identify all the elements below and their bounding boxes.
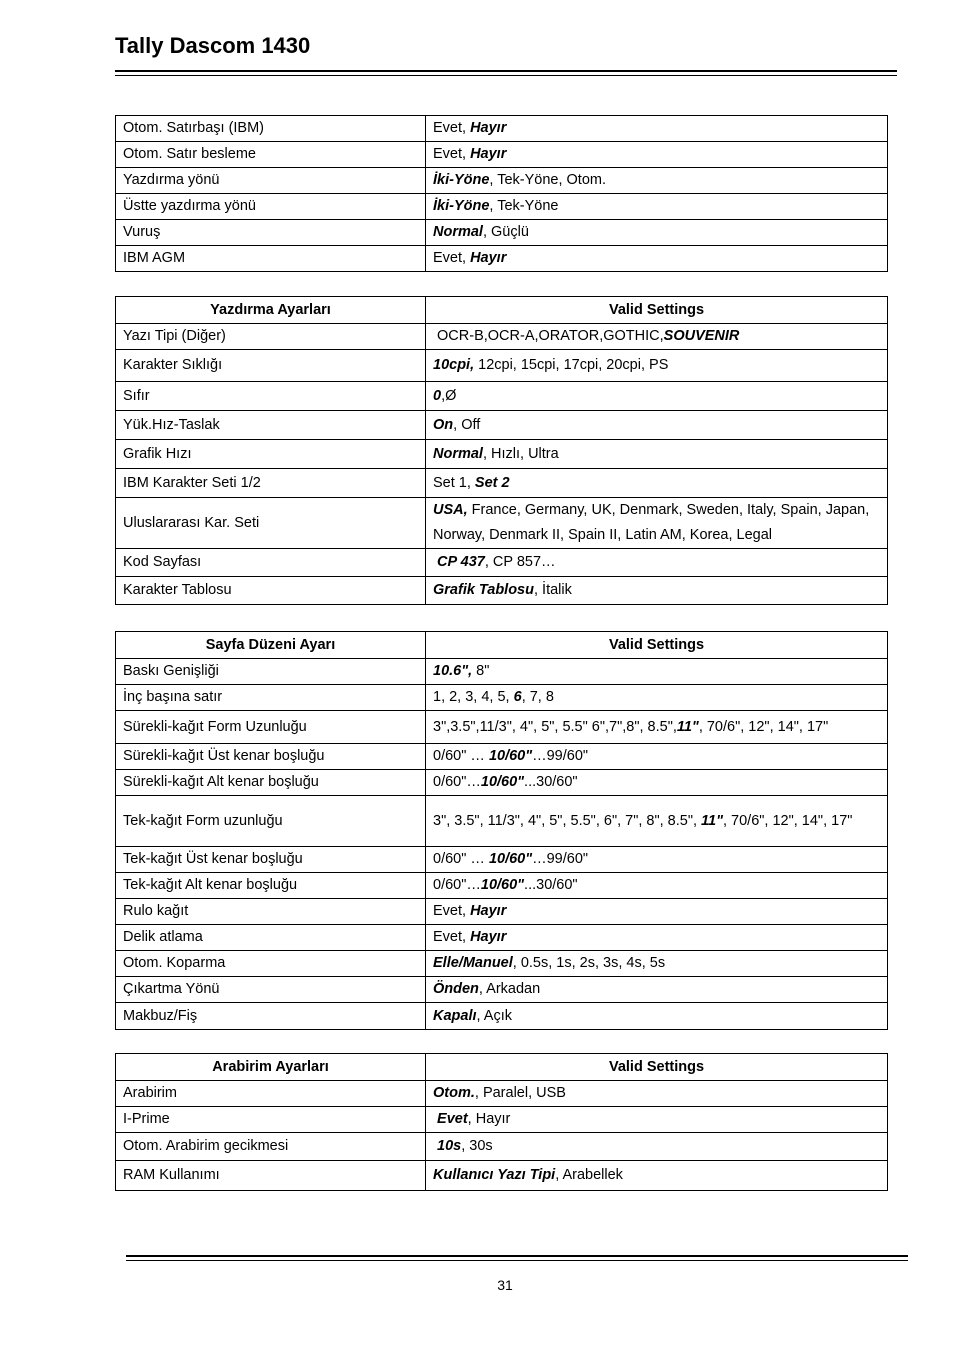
setting-name: Çıkartma Yönü — [116, 977, 426, 1003]
option-value: France, Germany, UK, Denmark, Sweden, Italy, Spain, Japan, Norway, Denmark II, Spain II, Latin AM, Korea, Legal — [433, 502, 874, 543]
option-value: , Tek-Yöne, Otom. — [489, 172, 606, 188]
default-value: 10cpi, — [433, 357, 475, 373]
option-value: Evet, — [433, 250, 471, 266]
option-value: , CP 857… — [484, 554, 556, 570]
default-value: 11" — [676, 718, 699, 735]
setting-name: İnç başına satır — [116, 685, 426, 711]
setting-values — [426, 977, 888, 1003]
option-value: , 7, 8 — [521, 689, 554, 705]
setting-name: Tek-kağıt Form uzunluğu — [116, 796, 426, 847]
setting-values — [426, 899, 888, 925]
table-row — [116, 1081, 888, 1107]
setting-values — [426, 1003, 888, 1030]
option-value: ...30/60" — [524, 774, 578, 790]
setting-values — [426, 411, 888, 440]
option-value: , Off — [453, 416, 481, 433]
default-value: 11" — [701, 812, 723, 829]
option-value: …99/60" — [532, 851, 589, 867]
column-header-setting: Sayfa Düzeni Ayarı — [116, 632, 426, 659]
option-value: 0/60"… — [433, 774, 481, 790]
setting-name: Üstte yazdırma yönü — [116, 194, 426, 220]
setting-values — [426, 469, 888, 498]
option-value: , Hayır — [467, 1111, 511, 1127]
setting-values — [426, 1107, 888, 1133]
setting-name: Sürekli-kağıt Üst kenar boşluğu — [116, 744, 426, 770]
option-value: ,Ø — [441, 387, 457, 404]
setting-values — [426, 246, 888, 272]
setting-name: Yazdırma yönü — [116, 168, 426, 194]
option-value: 0/60"… — [433, 877, 481, 893]
table-row — [116, 796, 888, 847]
footer-rule — [126, 1255, 908, 1257]
setting-values — [426, 711, 888, 744]
option-value: 12cpi, 15cpi, 17cpi, 20cpi, PS — [474, 357, 669, 373]
table-row — [116, 951, 888, 977]
default-value: Kapalı — [433, 1007, 477, 1024]
default-value: On — [433, 416, 454, 433]
header-rule-thin — [115, 75, 897, 76]
default-value: İki-Yöne — [433, 198, 490, 214]
setting-name: Karakter Tablosu — [116, 577, 426, 605]
setting-name: Delik atlama — [116, 925, 426, 951]
setting-values — [426, 324, 888, 350]
default-value: Grafik Tablosu — [433, 582, 534, 598]
option-value: , Paralel, USB — [474, 1085, 566, 1101]
table-row — [116, 549, 888, 577]
table-row — [116, 873, 888, 899]
column-header-setting: Arabirim Ayarları — [116, 1054, 426, 1081]
option-value: …99/60" — [532, 748, 589, 764]
setting-name: Otom. Koparma — [116, 951, 426, 977]
setting-name: Baskı Genişliği — [116, 659, 426, 685]
setting-name: I-Prime — [116, 1107, 426, 1133]
setting-name: Yük.Hız-Taslak — [116, 411, 426, 440]
table-row — [116, 440, 888, 469]
default-value: Kullanıcı Yazı Tipi — [433, 1167, 556, 1183]
setting-values — [426, 873, 888, 899]
table-row — [116, 744, 888, 770]
setting-name: Sürekli-kağıt Form Uzunluğu — [116, 711, 426, 744]
table-row — [116, 1133, 888, 1161]
setting-values — [426, 549, 888, 577]
default-value: 10/60" — [488, 851, 533, 867]
default-value: Hayır — [470, 929, 507, 945]
setting-values — [426, 220, 888, 246]
table-row — [116, 324, 888, 350]
table-row — [116, 659, 888, 685]
option-value: , 0.5s, 1s, 2s, 3s, 4s, 5s — [512, 955, 666, 971]
table-row — [116, 899, 888, 925]
setting-name: IBM Karakter Seti 1/2 — [116, 469, 426, 498]
default-value: SOUVENIR — [663, 328, 740, 344]
setting-name: Kod Sayfası — [116, 549, 426, 577]
option-value: , Güçlü — [482, 224, 529, 240]
table-row — [116, 925, 888, 951]
column-header-values: Valid Settings — [426, 632, 888, 659]
default-value: USA, — [433, 502, 468, 518]
default-value: Evet — [437, 1111, 468, 1127]
setting-name: Karakter Sıklığı — [116, 350, 426, 382]
setting-values — [426, 142, 888, 168]
option-value: 8" — [472, 663, 490, 679]
setting-values — [426, 498, 888, 549]
table-row — [116, 847, 888, 873]
setting-name: Sıfır — [116, 382, 426, 411]
default-value: Otom. — [433, 1085, 475, 1101]
table-page-layout-settings — [115, 631, 888, 1030]
setting-name: IBM AGM — [116, 246, 426, 272]
column-header-values: Valid Settings — [426, 1054, 888, 1081]
default-value: İki-Yöne — [433, 172, 490, 188]
setting-values — [426, 770, 888, 796]
default-value: Hayır — [470, 250, 507, 266]
option-value: , Hızlı, Ultra — [482, 445, 559, 462]
setting-values — [426, 847, 888, 873]
table-row — [116, 1161, 888, 1191]
column-header-values: Valid Settings — [426, 297, 888, 324]
option-value: OCR-B,OCR-A,ORATOR,GOTHIC, — [433, 328, 664, 344]
footer-rule-thin — [126, 1260, 908, 1261]
setting-name: Uluslararası Kar. Seti — [116, 498, 426, 549]
table-row — [116, 977, 888, 1003]
option-value: , Arabellek — [555, 1167, 623, 1183]
setting-values — [426, 951, 888, 977]
setting-values — [426, 440, 888, 469]
default-value: 10.6", — [433, 663, 473, 679]
default-value: 10/60" — [488, 748, 533, 764]
table-row — [116, 770, 888, 796]
setting-name: Rulo kağıt — [116, 899, 426, 925]
table-row — [116, 498, 888, 549]
option-value: , İtalik — [533, 582, 572, 598]
option-value: Set 1, — [433, 474, 475, 491]
option-value: , 70/6", 12", 14", 17" — [722, 812, 853, 829]
default-value: Önden — [433, 981, 479, 997]
setting-name: Grafik Hızı — [116, 440, 426, 469]
setting-values — [426, 382, 888, 411]
default-value: Set 2 — [474, 474, 510, 491]
setting-name: Sürekli-kağıt Alt kenar boşluğu — [116, 770, 426, 796]
table-row — [116, 350, 888, 382]
setting-values — [426, 116, 888, 142]
setting-values — [426, 194, 888, 220]
default-value: 10s — [437, 1138, 462, 1154]
header-rule — [115, 70, 897, 72]
table-row — [116, 220, 888, 246]
table-row — [116, 116, 888, 142]
default-value: 10/60" — [480, 774, 525, 790]
table-row — [116, 168, 888, 194]
setting-name: Makbuz/Fiş — [116, 1003, 426, 1030]
table-interface-settings — [115, 1053, 888, 1191]
option-value: Evet, — [433, 903, 471, 919]
table-print-settings — [115, 296, 888, 605]
default-value: CP 437 — [437, 554, 485, 570]
option-value: , Arkadan — [478, 981, 541, 997]
setting-name: Tek-kağıt Üst kenar boşluğu — [116, 847, 426, 873]
option-value: , Açık — [476, 1007, 512, 1024]
default-value: 6 — [513, 689, 522, 705]
table-row — [116, 1003, 888, 1030]
setting-values — [426, 1133, 888, 1161]
option-value: Evet, — [433, 120, 471, 136]
default-value: 0 — [433, 387, 442, 404]
table-row — [116, 142, 888, 168]
setting-name: Arabirim — [116, 1081, 426, 1107]
table-row — [116, 1107, 888, 1133]
table-row — [116, 382, 888, 411]
table-row — [116, 685, 888, 711]
default-value: Hayır — [470, 903, 507, 919]
table-options — [115, 115, 888, 272]
option-value: Evet, — [433, 146, 471, 162]
option-value: , 70/6", 12", 14", 17" — [698, 718, 829, 735]
setting-name: Otom. Satırbaşı (IBM) — [116, 116, 426, 142]
option-value: 0/60" … — [433, 748, 489, 764]
page-number: 31 — [497, 1277, 513, 1293]
option-value: , Tek-Yöne — [489, 198, 559, 214]
setting-values — [426, 168, 888, 194]
setting-values — [426, 744, 888, 770]
option-value: ...30/60" — [524, 877, 578, 893]
option-value: 3", 3.5", 11/3", 4", 5", 5.5", 6", 7", 8", 8.5", — [433, 812, 702, 829]
setting-name: Otom. Satır besleme — [116, 142, 426, 168]
setting-name: Vuruş — [116, 220, 426, 246]
default-value: Hayır — [470, 146, 507, 162]
setting-values — [426, 1161, 888, 1191]
default-value: Normal — [433, 224, 483, 240]
setting-values — [426, 685, 888, 711]
table-row — [116, 194, 888, 220]
default-value: 10/60" — [480, 877, 525, 893]
option-value: 1, 2, 3, 4, 5, — [433, 689, 514, 705]
table-row — [116, 711, 888, 744]
setting-values — [426, 796, 888, 847]
table-row — [116, 411, 888, 440]
table-row — [116, 246, 888, 272]
table-row — [116, 469, 888, 498]
setting-name: Otom. Arabirim gecikmesi — [116, 1133, 426, 1161]
setting-values — [426, 1081, 888, 1107]
setting-values — [426, 925, 888, 951]
setting-values — [426, 350, 888, 382]
page-title: Tally Dascom 1430 — [115, 33, 311, 58]
setting-values — [426, 577, 888, 605]
column-header-setting: Yazdırma Ayarları — [116, 297, 426, 324]
setting-values — [426, 659, 888, 685]
setting-name: RAM Kullanımı — [116, 1161, 426, 1191]
option-value: Evet, — [433, 929, 471, 945]
option-value: 0/60" … — [433, 851, 489, 867]
setting-name: Tek-kağıt Alt kenar boşluğu — [116, 873, 426, 899]
default-value: Hayır — [470, 120, 507, 136]
option-value: 3",3.5",11/3", 4", 5", 5.5" 6",7",8", 8.5", — [433, 718, 677, 735]
default-value: Elle/Manuel — [433, 955, 513, 971]
table-row — [116, 577, 888, 605]
option-value: , 30s — [461, 1138, 493, 1154]
setting-name: Yazı Tipi (Diğer) — [116, 324, 426, 350]
default-value: Normal — [433, 445, 483, 462]
